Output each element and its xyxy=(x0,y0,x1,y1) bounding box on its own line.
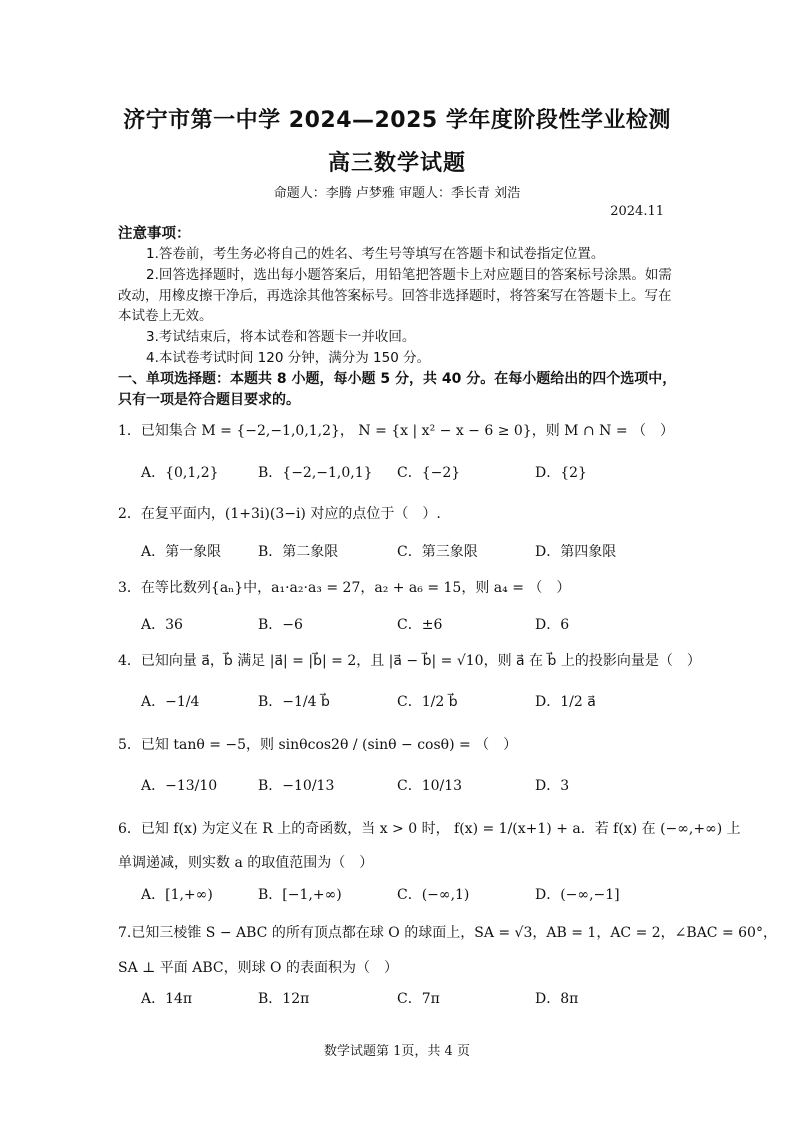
exam-date: 2024.11 xyxy=(610,204,664,219)
question-6-option-a: A．[1,+∞) xyxy=(141,887,213,903)
question-4-option-a: A．−1/4 xyxy=(141,694,200,710)
question-2-option-c: C．第三象限 xyxy=(397,544,478,560)
notice-item-1: 1.答卷前，考生务必将自己的姓名、考生号等填写在答题卡和试卷指定位置。 xyxy=(146,246,605,262)
question-1-option-d: D．{2} xyxy=(535,465,587,481)
question-3-option-b: B．−6 xyxy=(258,617,303,633)
question-1-option-b: B．{−2,−1,0,1} xyxy=(258,465,373,481)
question-6-option-b: B．[−1,+∞) xyxy=(258,887,342,903)
question-1-stem: 1．已知集合 M = {−2,−1,0,1,2}， N = {x | x² − x − 6 ≥ 0}，则 M ∩ N = （ ） xyxy=(118,423,675,439)
section-heading: 一、单项选择题：本题共 8 小题，每小题 5 分，共 40 分。在每小题给出的四个选项中，只有一项是符合题目要求的。 xyxy=(118,371,677,408)
question-7-stem-continued: SA ⊥ 平面 ABC，则球 O 的表面积为（ ） xyxy=(118,960,398,976)
notice-title: 注意事项： xyxy=(118,226,191,242)
question-2-option-b: B．第二象限 xyxy=(258,544,339,560)
question-2-option-a: A．第一象限 xyxy=(141,544,222,560)
notice-item-2: 2.回答选择题时，选出每小题答案后，用铅笔把答题卡上对应题目的答案标号涂黑。如需改动，用橡皮擦干净后，再选涂其他答案标号。回答非选择题时，将答案写在答题卡上。写在本试卷上无效。 xyxy=(118,267,672,324)
question-5-option-c: C．10/13 xyxy=(397,778,463,794)
question-5-option-d: D．3 xyxy=(535,778,570,794)
question-7-stem: 7.已知三棱锥 S − ABC 的所有顶点都在球 O 的球面上，SA = √3，AB = 1，AC = 2，∠BAC = 60°， xyxy=(118,925,777,941)
question-6-stem-continued: 单调递减，则实数 a 的取值范围为（ ） xyxy=(118,855,374,871)
question-1-option-a: A．{0,1,2} xyxy=(141,465,219,481)
question-3-option-a: A．36 xyxy=(141,617,183,633)
exam-title: 济宁市第一中学 2024—2025 学年度阶段性学业检测 xyxy=(123,108,671,133)
question-4-option-c: C．1/2 b⃗ xyxy=(397,694,458,710)
question-6-option-c: C．(−∞,1) xyxy=(397,887,470,903)
question-7-option-b: B．12π xyxy=(258,991,310,1007)
question-3-option-c: C．±6 xyxy=(397,617,443,633)
question-5-option-a: A．−13/10 xyxy=(141,778,218,794)
authors-line: 命题人：李腾 卢梦雅 审题人：季长青 刘浩 xyxy=(273,186,521,201)
question-7-option-d: D．8π xyxy=(535,991,579,1007)
notice-item-4: 4.本试卷考试时间 120 分钟，满分为 150 分。 xyxy=(146,350,431,366)
question-1-option-c: C．{−2} xyxy=(397,465,461,481)
question-4-stem: 4．已知向量 a⃗，b⃗ 满足 |a⃗| = |b⃗| = 2，且 |a⃗ − b⃗| = √10，则 a⃗ 在 b⃗ 上的投影向量是（ ） xyxy=(118,653,701,669)
question-6-stem: 6．已知 f(x) 为定义在 R 上的奇函数，当 x > 0 时， f(x) = 1/(x+1) + a．若 f(x) 在 (−∞,+∞) 上 xyxy=(118,821,741,837)
question-6-option-d: D．(−∞,−1] xyxy=(535,887,620,903)
question-4-option-d: D．1/2 a⃗ xyxy=(535,694,596,710)
question-4-option-b: B．−1/4 b⃗ xyxy=(258,694,330,710)
question-7-option-c: C．7π xyxy=(397,991,440,1007)
notice-item-3: 3.考试结束后，将本试卷和答题卡一并收回。 xyxy=(146,329,416,345)
exam-subtitle: 高三数学试题 xyxy=(327,151,466,176)
page-footer: 数学试题第 1页，共 4 页 xyxy=(324,1044,470,1059)
question-2-option-d: D．第四象限 xyxy=(535,544,617,560)
question-5-option-b: B．−10/13 xyxy=(258,778,335,794)
question-3-stem: 3．在等比数列{aₙ}中，a₁·a₂·a₃ = 27，a₂ + a₆ = 15，则 a₄ = （ ） xyxy=(118,580,571,596)
question-7-option-a: A．14π xyxy=(141,991,193,1007)
question-3-option-d: D．6 xyxy=(535,617,570,633)
question-5-stem: 5．已知 tanθ = −5，则 sinθcos2θ / (sinθ − cosθ) = （ ） xyxy=(118,737,518,753)
question-2-stem: 2．在复平面内，(1+3i)(3−i) 对应的点位于（ ）. xyxy=(118,506,441,522)
